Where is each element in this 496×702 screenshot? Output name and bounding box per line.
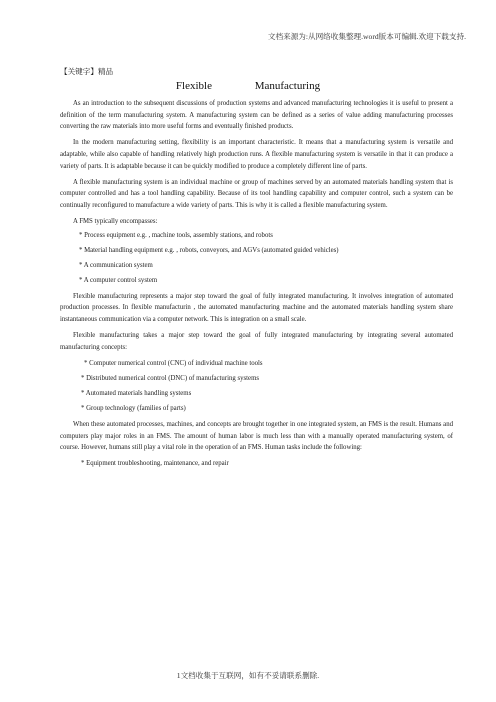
list-item: * Computer numerical control (CNC) of individual machine tools (84, 359, 263, 367)
list-item: * Process equipment e.g. , machine tools, assembly stations, and robots (79, 231, 273, 239)
keyword-tag: 【关键字】精品 (60, 67, 114, 76)
list-item: * Equipment troubleshooting, maintenance, and repair (81, 460, 229, 468)
document-title: Flexible Manufacturing (175, 80, 321, 92)
page-header: 文档来源为:从网络收集整理.word版本可编辑.欢迎下载支持. (267, 32, 466, 41)
automation-concepts-list (60, 358, 453, 415)
paragraph-integration: Flexible manufacturing represents a major step toward the goal of fully integrated manufacturing. It involves integration of automated production processes. In flexible manufacturin , the automated manufacturing machine and the automated materials handling system share instantaneous communication via a computer network. This is integration on a small scale. (60, 292, 453, 324)
list-item: * Automated materials handling systems (81, 389, 192, 397)
list-item: * Group technology (families of parts) (81, 404, 186, 412)
paragraph-fms-definition: A flexible manufacturing system is an individual machine or group of machines served by an automated materials handling system that is computer controlled and has a tool handling capability. Because of its tool handling capability and computer control, such a system can be continually reconfigured to manufacture a wide variety of parts. This is why it is called a flexible manufacturing system. (60, 178, 453, 209)
list-item: * A computer control system (79, 276, 158, 284)
list-item: * A communication system (79, 261, 153, 269)
fms-components-list (60, 230, 453, 287)
human-tasks-list (60, 458, 453, 470)
list-item: * Distributed numerical control (DNC) of manufacturing systems (81, 374, 260, 382)
page-footer: 1文档收集于互联网，如有不妥请联系删除. (176, 671, 320, 680)
paragraph-concepts: Flexible manufacturing takes a major step toward the goal of fully integrated manufacturing by integrating several automated manufacturing concepts: (60, 332, 453, 351)
document-body (60, 98, 453, 474)
paragraph-human-roles: When these automated processes, machines, and concepts are brought together in one integrated system, an FMS is the result. Humans and computers play major roles in an FMS. The amount of human labor is much less than with a manually operated manufacturing system, of course. However, humans still play a vital role in the operation of an FMS. Human tasks include the following: (60, 420, 453, 452)
paragraph-definition: As an introduction to the subsequent discussions of production systems and advanced manufacturing technologies it is useful to present a definition of the term manufacturing system. A manufacturing system can be defined as a series of value adding manufacturing processes converting the raw materials into more useful forms and eventually finished products. (60, 100, 453, 131)
paragraph-fms-encompasses: A FMS typically encompasses: (73, 217, 158, 225)
paragraph-flexibility: In the modern manufacturing setting, flexibility is an important characteristic. It means that a manufacturing system is versatile and adaptable, while also capable of handling relatively high production runs. A flexible manufacturing system is versatile in that it can produce a variety of parts. It is adaptable because it can be quickly modified to produce a completely different line of parts. (60, 139, 453, 170)
list-item: * Material handling equipment e.g. , robots, conveyors, and AGVs (automated guided vehicles) (79, 246, 339, 254)
